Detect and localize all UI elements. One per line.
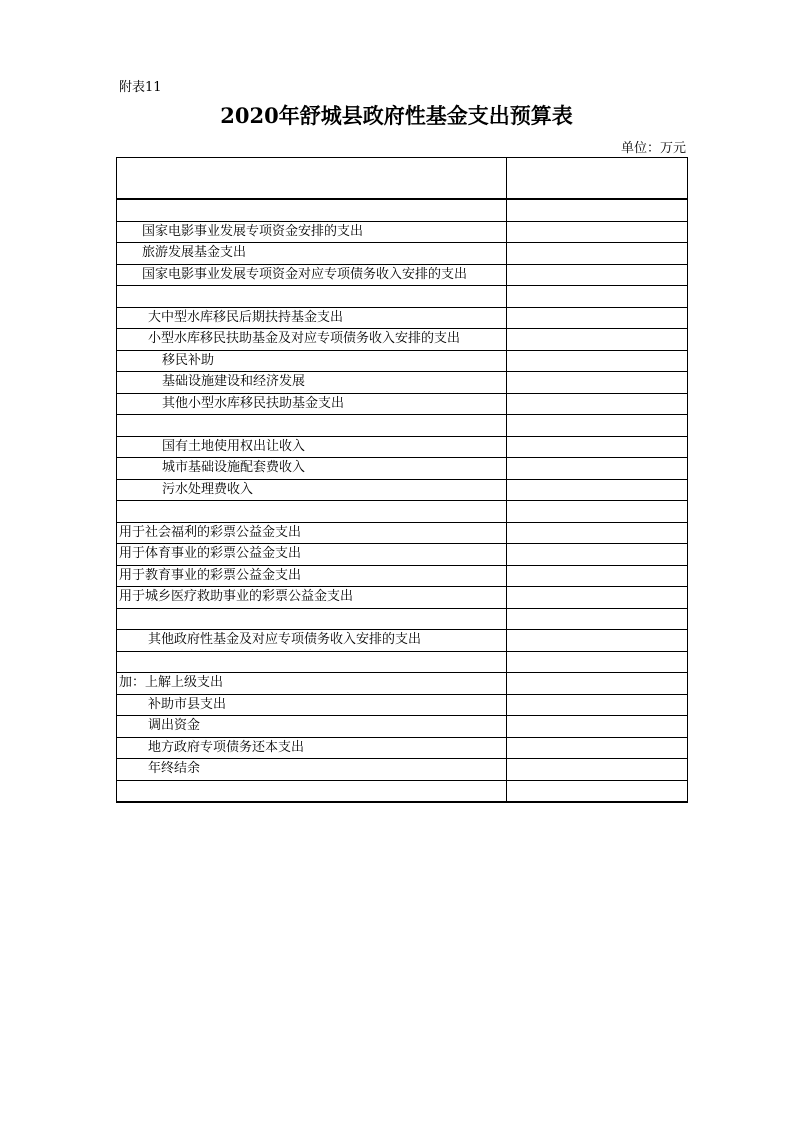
table-row — [117, 716, 688, 738]
table-row — [117, 737, 688, 759]
table-row — [117, 243, 688, 265]
table-row — [117, 415, 688, 437]
budget-table — [116, 157, 688, 803]
row-label: 用于教育事业的彩票公益金支出 — [117, 565, 507, 587]
row-label — [117, 780, 507, 802]
row-label: 加：上解上级支出 — [117, 673, 507, 695]
row-amount — [507, 630, 688, 652]
row-label: 调出资金 — [117, 716, 507, 738]
row-label: 用于城乡医疗救助事业的彩票公益金支出 — [117, 587, 507, 609]
row-amount — [507, 651, 688, 673]
row-label: 地方政府专项债务还本支出 — [117, 737, 507, 759]
row-amount — [507, 350, 688, 372]
row-label — [117, 415, 507, 437]
row-label: 补助市县支出 — [117, 694, 507, 716]
table-row — [117, 393, 688, 415]
table-row — [117, 522, 688, 544]
table-row — [117, 350, 688, 372]
row-amount — [507, 479, 688, 501]
row-amount — [507, 737, 688, 759]
row-label — [117, 286, 507, 308]
table-row — [117, 199, 688, 221]
appendix-label: 附表11 — [119, 80, 162, 95]
table-header-row — [117, 158, 688, 200]
row-amount — [507, 307, 688, 329]
row-amount — [507, 264, 688, 286]
table-row — [117, 780, 688, 802]
row-amount — [507, 329, 688, 351]
header-item-cell — [117, 158, 507, 200]
row-amount — [507, 199, 688, 221]
row-amount — [507, 522, 688, 544]
unit-label: 单位：万元 — [620, 141, 686, 156]
table-row — [117, 759, 688, 781]
row-amount — [507, 393, 688, 415]
row-amount — [507, 780, 688, 802]
row-amount — [507, 544, 688, 566]
table-row — [117, 587, 688, 609]
row-label: 旅游发展基金支出 — [117, 243, 507, 265]
row-label — [117, 501, 507, 523]
table-row — [117, 651, 688, 673]
row-label: 国家电影事业发展专项资金对应专项债务收入安排的支出 — [117, 264, 507, 286]
table-row — [117, 458, 688, 480]
table-row — [117, 286, 688, 308]
row-label — [117, 199, 507, 221]
table-row — [117, 436, 688, 458]
table-row — [117, 501, 688, 523]
row-amount — [507, 286, 688, 308]
row-amount — [507, 501, 688, 523]
row-label: 其他政府性基金及对应专项债务收入安排的支出 — [117, 630, 507, 652]
table-row — [117, 694, 688, 716]
row-label: 国家电影事业发展专项资金安排的支出 — [117, 221, 507, 243]
row-amount — [507, 415, 688, 437]
row-label: 污水处理费收入 — [117, 479, 507, 501]
row-amount — [507, 565, 688, 587]
page-title: 2020年舒城县政府性基金支出预算表 — [220, 103, 573, 128]
table-row — [117, 264, 688, 286]
row-label — [117, 608, 507, 630]
row-label — [117, 651, 507, 673]
table-row — [117, 630, 688, 652]
table-row — [117, 307, 688, 329]
row-amount — [507, 716, 688, 738]
row-amount — [507, 759, 688, 781]
row-label: 城市基础设施配套费收入 — [117, 458, 507, 480]
row-amount — [507, 372, 688, 394]
row-label: 其他小型水库移民扶助基金支出 — [117, 393, 507, 415]
header-amount-cell — [507, 158, 688, 200]
row-amount — [507, 608, 688, 630]
row-amount — [507, 436, 688, 458]
row-amount — [507, 221, 688, 243]
row-label: 移民补助 — [117, 350, 507, 372]
table-row — [117, 372, 688, 394]
row-amount — [507, 587, 688, 609]
row-label: 小型水库移民扶助基金及对应专项债务收入安排的支出 — [117, 329, 507, 351]
row-label: 年终结余 — [117, 759, 507, 781]
row-label: 大中型水库移民后期扶持基金支出 — [117, 307, 507, 329]
row-label: 用于体育事业的彩票公益金支出 — [117, 544, 507, 566]
table-row — [117, 608, 688, 630]
row-amount — [507, 673, 688, 695]
table-row — [117, 221, 688, 243]
row-amount — [507, 458, 688, 480]
table-row — [117, 673, 688, 695]
row-label: 国有土地使用权出让收入 — [117, 436, 507, 458]
table-row — [117, 329, 688, 351]
row-label: 基础设施建设和经济发展 — [117, 372, 507, 394]
table-row — [117, 544, 688, 566]
row-amount — [507, 694, 688, 716]
table-row — [117, 479, 688, 501]
row-amount — [507, 243, 688, 265]
table-row — [117, 565, 688, 587]
row-label: 用于社会福利的彩票公益金支出 — [117, 522, 507, 544]
